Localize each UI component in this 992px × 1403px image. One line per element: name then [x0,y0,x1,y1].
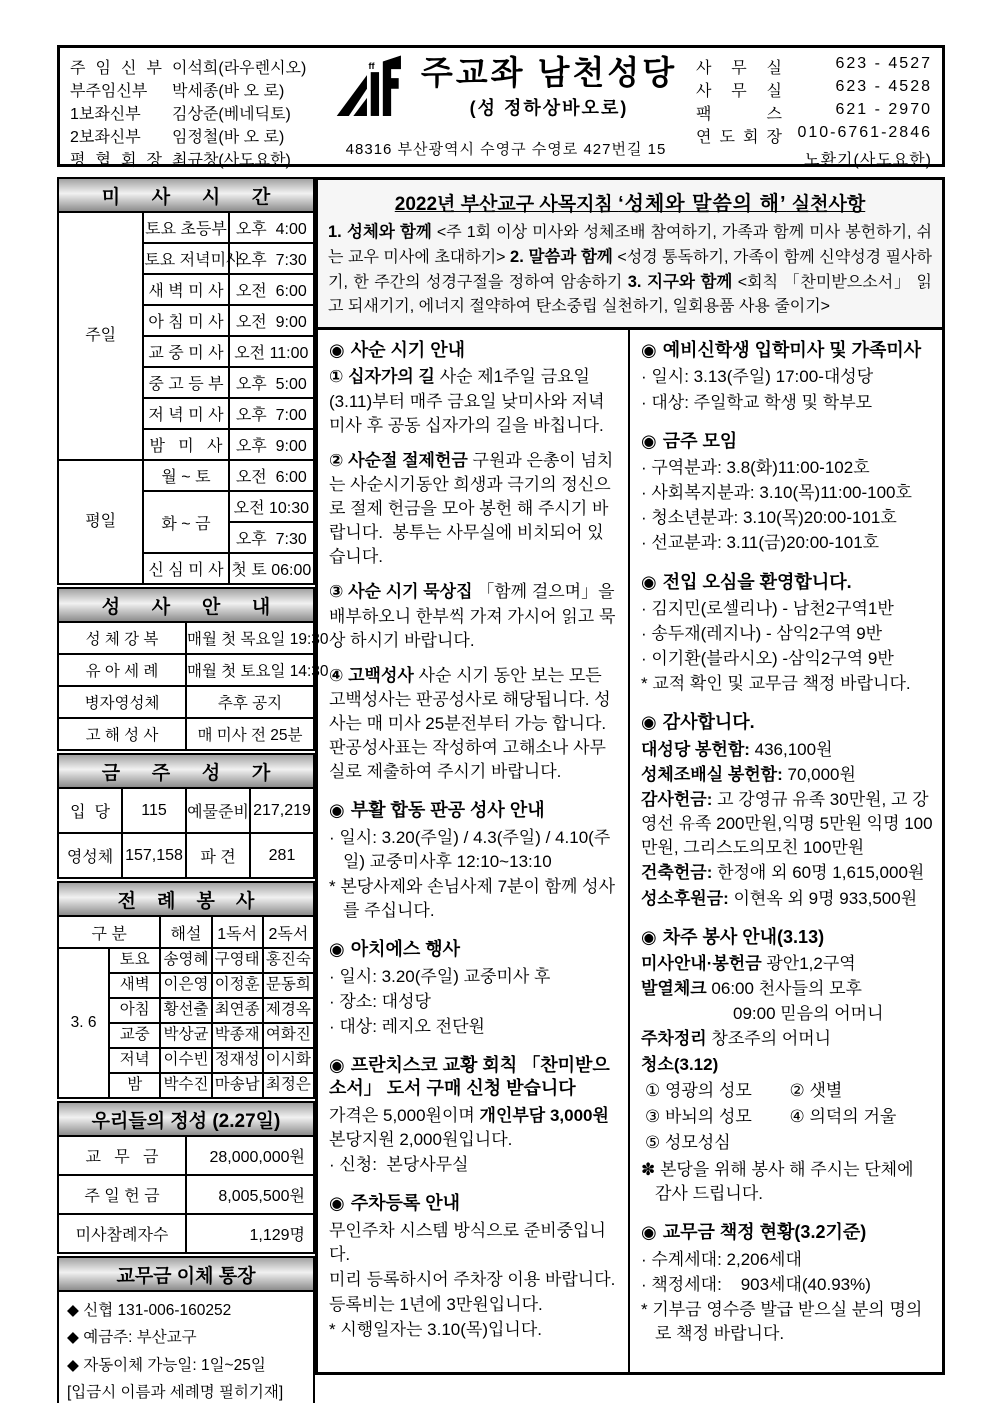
svg-text:ff: ff [368,61,375,72]
article-title: ◉ 감사합니다. [641,712,755,733]
article-tithe-status [641,1221,934,1346]
article-line: * 기부금 영수증 발급 받으실 분의 명의로 책정 바랍니다. [641,1299,923,1344]
article-title: ◉ 금주 모임 [641,430,738,451]
section-marker-icon: ◉ [329,800,345,821]
right-column [630,330,942,1372]
article-line: 무인주차 시스템 방식으로 준비중입니다. [329,1220,606,1264]
article-title: ◉ 프란치스코 교황 회칙 「찬미받으소서」 도서 구매 신청 받습니다 [329,1055,610,1099]
table-row: 교 중 미 사 오전 11:00 [58,336,314,367]
contact-label [696,147,782,170]
cleaning-group: ③ 바뇌의 성모 [645,1106,752,1126]
article-line: 미리 등록하시어 주차장 이용 바랍니다. [329,1269,616,1289]
table-row: 아침 황선출 최연종 제경옥 [58,998,314,1023]
section-marker-icon: ◉ [641,926,657,947]
article-line: * 시행일자는 3.10(목)입니다. [329,1320,542,1340]
church-patron: (성 정하상바오로) [469,97,629,118]
service-entry: 주차정리 창조주의 어머니 [641,1029,832,1049]
article-title: ◉ 아치에스 행사 [329,939,461,960]
service-entry: 09:00 믿음의 어머니 [733,1004,884,1024]
table-row: 밤 미 사 오후 9:00 [58,429,314,460]
account-line: [입금시 이름과 세례명 필히기재] [67,1384,284,1402]
article-line: · 책정세대: 903세대(40.93%) [641,1274,871,1294]
section-marker-icon: ◉ [641,1222,657,1243]
article-line: · 송두재(레지나) - 삼익2구역 9반 [641,624,883,644]
article-line: · 일시: 3.20(주일) / 4.3(주일) / 4.10(주일) 교중미사후 12:10~13:10 [329,827,611,871]
article-line: · 일시: 3.20(주일) 교중미사 후 [329,966,551,986]
account-line: ◆ 자동이체 가능일: 1일~25일 [67,1356,266,1374]
offering-table [57,1101,315,1254]
header [57,45,945,167]
article-line: · 구역분과: 3.8(화)11:00-102호 [641,458,870,478]
clergy-role: 2보좌신부 [70,129,141,146]
mass-times-table [57,177,315,585]
donation-entry: 건축헌금: 한정애 외 60명 1,615,000원 [641,863,925,883]
contact-value: 623 - 4528 [835,78,932,95]
article-title: ◉ 부활 합동 판공 성사 안내 [329,800,545,821]
table-row: 영성체 157,158 파 견 281 [58,833,314,878]
lent-item: ③ 사순 시기 묵상집 「함께 걸으며」을 배부하오니 한부씩 가져 가시어 읽고 묵상 하시기 바랍니다. [329,582,620,650]
article-line: · 장소: 대성당 [329,991,431,1011]
article-title: ◉ 사순 시기 안내 [329,340,466,360]
section-marker-icon: ◉ [641,340,657,360]
church-name: 남천성당 [537,54,678,92]
article-title: ◉ 예비신학생 입학미사 및 가족미사 [641,340,922,360]
lent-item: ④ 고백성사 사순 시기 동안 보는 모든 고백성사는 판공성사로 해당됩니다. 성사는 매 미사 25분전부터 가능 합니다. 판공성사표는 작성하여 고해소나 사무실로 제출하여 주시기 바랍니다. [329,665,611,782]
table-row: 저 녁 미 사 오후 7:00 [58,398,314,429]
table-row: 교 무 금 28,000,000원 [58,1136,314,1175]
article-parking-registration [329,1192,620,1342]
table-row: 중 고 등 부 오후 5:00 [58,367,314,398]
lent-item: ② 사순절 절제헌금 구원과 은총이 넘치는 사순시기동안 희생과 극기의 정신으로 절제 헌금을 모아 봉헌 해 주시기 바랍니다. 봉투는 사무실에 비치되어 있습니다. [329,450,614,567]
service-entry: 발열체크 06:00 천사들의 모후 [641,979,862,999]
donation-entry: 성체조배실 봉헌함: 70,000원 [641,764,856,784]
section-marker-icon: ◉ [641,571,657,592]
church-logo-icon [335,54,411,122]
section-marker-icon: ◉ [329,340,345,360]
article-line: * 본당사제와 손님사제 7분이 함께 성사를 주십니다. [329,877,616,921]
church-title-prefix: 주교좌 [420,54,526,92]
clergy-name: 이석희(라우렌시오) [172,60,307,77]
clergy-name: 박세종(바 오 로) [172,83,285,100]
cleaning-group: ⑤ 성모성심 [645,1132,731,1152]
bulletin-content [57,45,945,1403]
table-row: 미사참례자수 1,129명 [58,1214,314,1253]
article-line: · 신청: 본당사무실 [329,1155,469,1175]
table-row: 새벽 이은영 이정훈 문동희 [58,973,314,998]
clergy-row [70,55,314,78]
sacraments-table [57,587,329,751]
article-title: ◉ 차주 봉사 안내(3.13) [641,926,825,947]
clergy-name: 최규창(사도요한) [172,152,291,169]
contact-row [696,78,932,101]
table-row: 새 벽 미 사 오전 6:00 [58,274,314,305]
donation-entry: 대성당 봉헌함: 436,100원 [641,739,833,759]
table-row: 아 침 미 사 오전 9:00 [58,305,314,336]
account-info [57,1292,315,1403]
article-line: · 일시: 3.13(주일) 17:00-대성당 [641,367,874,387]
article-next-week-service [641,926,934,1207]
cleaning-group: ④ 의덕의 거울 [789,1106,897,1126]
article-line: · 사회복지분과: 3.10(목)11:00-100호 [641,483,912,503]
clergy-row [70,101,314,124]
account-line: ◆ 예금주: 부산교구 [67,1329,197,1347]
clergy-row [70,124,314,147]
table-row: 주 일 헌 금 8,005,500원 [58,1175,314,1214]
notice-title: 2022년 부산교구 사목지침 ‘성체와 말씀의 해’ 실천사항 [394,193,866,215]
article-title: ◉ 전입 오심을 환영합니다. [641,571,852,592]
contact-row [696,101,932,124]
article-acies-event [329,938,620,1039]
section-marker-icon: ◉ [329,1193,345,1214]
table-row: 입 당 115 예물준비 217,219 [58,788,314,833]
announcement-columns [318,330,942,1372]
table-row: 밤 박수진 마송남 최정은 [58,1073,314,1098]
article-line: * 교적 확인 및 교무금 책정 바랍니다. [641,674,911,694]
article-line: · 이기환(블라시오) -삼익2구역 9반 [641,649,894,669]
liturgy-title: 전 례 봉 사 [58,882,314,916]
contact-value: 노환기(사도요한) [804,152,932,169]
pastoral-notice [318,180,942,330]
sacraments-title: 성 사 안 내 [58,588,314,622]
article-line: · 김지민(로셀리나) - 남천2구역1반 [641,598,894,618]
clergy-role: 주 임 신 부 [70,60,162,77]
article-line: · 선교분과: 3.11(금)20:00-101호 [641,533,880,553]
clergy-role: 평 협 회 장 [70,152,162,169]
article-easter-confession [329,799,620,923]
church-title [421,56,677,91]
hymns-table [57,753,315,879]
clergy-name: 임정철(바 오 로) [172,129,285,146]
contact-value: 621 - 2970 [835,101,932,118]
article-lent-guide [329,339,620,784]
header-center [320,48,692,164]
table-row: 성 체 강 복 매월 첫 목요일 19:30 [58,622,314,654]
contact-row [696,55,932,78]
table-header-row: 구 분 해설 1독서 2독서 [58,916,314,948]
table-row: 유 아 세 례 매월 첫 토요일 14:30 [58,654,314,686]
table-row: 평일 월 ~ 토 오전 6:00 [58,460,314,491]
table-row: 토요 저녁미사 오후 7:30 [58,243,314,274]
middle-column [318,330,630,1372]
contact-row [696,147,932,170]
notice-body: 1. 성체와 함께 <주 1회 이상 미사와 성체조배 참여하기, 가족과 함께 미사 봉헌하기, 쉬는 교우 미사에 초대하기> 2. 말씀과 함께 <성경 통독하기, 가족이 함께 신약성경 필사하기, 한 주간의 성경구절을 정하여 암송하기 3. 지구와 함께 <회칙 「찬미받으소서」 읽고 되새기기, 에너지 절약하여 탄소중립 실천하기, 일회용품 사용 줄이기> [328,223,933,315]
table-row: 저녁 이수빈 정재성 이시화 [58,1048,314,1073]
service-note: ✽ 본당을 위해 봉사 해 주시는 단체에 감사 드립니다. [641,1160,919,1204]
main-box [315,177,945,1375]
church-title-block [421,56,677,120]
clergy-list [60,48,320,169]
contact-label: 연 도 회 장 [696,129,782,146]
contact-value: 623 - 4527 [835,55,932,72]
contact-value: 010-6761-2846 [797,124,932,141]
section-marker-icon: ◉ [329,1055,345,1076]
cleaning-groups [641,1079,934,1155]
table-row: 교중 박상균 박종재 여화진 [58,1023,314,1048]
account-title: 교무금 이체 통장 [58,1257,314,1291]
clergy-row [70,147,314,170]
left-column [57,177,329,1403]
section-marker-icon: ◉ [329,939,345,960]
table-row: 주일 토요 초등부 오후 4:00 [58,212,314,243]
clergy-role: 1보좌신부 [70,106,141,123]
service-entry: 청소(3.12) [641,1054,719,1074]
contact-label: 사 무 실 [696,83,782,100]
article-thanks-donations [641,711,934,910]
contact-list [692,48,942,169]
table-row: 화 ~ 금 오전 10:30 [58,491,314,522]
article-line: · 대상: 주일학교 학생 및 학부모 [641,392,873,412]
contact-label: 사 무 실 [696,60,782,77]
mass-group-weekday: 평일 [58,460,143,584]
church-address: 48316 부산광역시 수영구 수영로 427번길 15 [345,141,667,158]
notice-title-emphasis: ‘성체와 말씀의 해’ [618,193,787,215]
body [57,177,945,1403]
article-weekly-meetings [641,430,934,556]
section-marker-icon: ◉ [641,430,657,451]
clergy-name: 김상준(베네딕토) [172,106,291,123]
liturgy-date: 3. 6 [58,948,109,1098]
cleaning-group: ② 샛별 [789,1080,843,1100]
liturgy-roster-table [57,881,315,1099]
offering-title: 우리들의 정성 (2.27일) [58,1102,314,1136]
account-table [57,1256,315,1292]
table-row: 오후 7:30 [58,522,314,553]
article-welcome-transfers [641,571,934,697]
article-line: 가격은 5,000원이며 개인부담 3,000원 본당지원 2,000원입니다. [329,1105,614,1149]
article-line: · 청소년분과: 3.10(목)20:00-101호 [641,508,897,528]
donation-entry: 감사헌금: 고 강영규 유족 30만원, 고 강영선 유족 200만원,익명 5만원 익명 100만원, 그리스도의모친 100만원 [641,790,933,858]
article-title: ◉ 교무금 책정 현황(3.2기준) [641,1222,867,1243]
service-entry: 미사안내·봉헌금 광안1,2구역 [641,954,856,974]
table-row: 병자영성체 추후 공지 [58,686,314,718]
section-marker-icon: ◉ [641,712,657,733]
clergy-row [70,78,314,101]
article-line: · 대상: 레지오 전단원 [329,1016,485,1036]
article-line: 등록비는 1년에 3만원입니다. [329,1294,543,1314]
table-row: 3. 6 토요 송영혜 구영태 홍진숙 [58,948,314,973]
donation-entry: 성소후원금: 이현옥 외 9명 933,500원 [641,888,918,908]
contact-label: 팩 스 [696,106,782,123]
contact-row [696,124,932,147]
article-laudato-si-book [329,1054,620,1177]
article-line: · 수계세대: 2,206세대 [641,1249,802,1269]
lent-item: ① 십자가의 길 사순 제1주일 금요일 (3.11)부터 매주 금요일 낮미사와 저녁 미사 후 공동 십자가의 길을 바칩니다. [329,367,610,435]
account-line: ◆ 신협 131-006-160252 [67,1302,232,1319]
hymns-title: 금 주 성 가 [58,754,314,788]
table-row: 신 심 미 사 첫 토 06:00 [58,553,314,584]
mass-times-title: 미 사 시 간 [58,178,314,212]
mass-group-sunday: 주일 [58,212,143,460]
article-title: ◉ 주차등록 안내 [329,1193,461,1214]
article-seminarian-mass [641,339,934,415]
church-identity [335,54,677,122]
cleaning-group: ① 영광의 성모 [645,1080,752,1100]
clergy-role: 부주임신부 [70,83,148,100]
table-row: 고 해 성 사 매 미사 전 25분 [58,718,314,750]
